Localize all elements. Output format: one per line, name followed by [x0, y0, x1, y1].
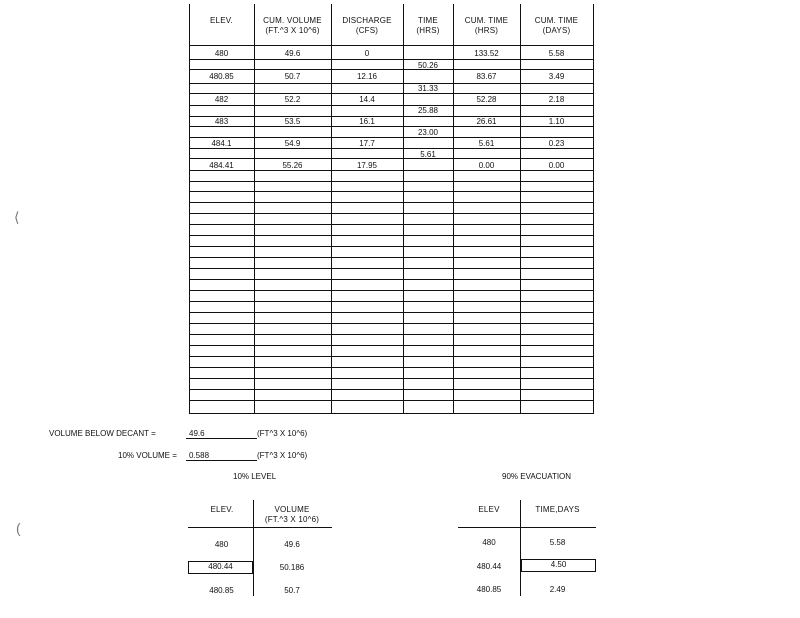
column-divider: [331, 4, 332, 414]
cell-cum-hrs: 5.61: [478, 139, 495, 148]
row-line: [189, 93, 593, 94]
cell-time: 25.88: [417, 106, 439, 115]
cell-discharge: 16.1: [359, 117, 375, 126]
volume-below-decant-unit: (FT^3 X 10^6): [257, 429, 308, 438]
header-cum-time-days: CUM. TIME (DAYS): [534, 16, 579, 35]
level-cell-volume: 49.6: [284, 540, 300, 549]
cell-days: 1.10: [548, 117, 565, 126]
evac-cell-days-highlighted: 4.50: [521, 559, 596, 572]
row-line: [189, 69, 593, 70]
cell-elev: 483: [214, 117, 229, 126]
cell-days: 0.23: [548, 139, 565, 148]
evac-header-elev: ELEV: [478, 505, 500, 514]
row-line: [189, 279, 593, 280]
row-line: [189, 105, 593, 106]
row-line: [189, 345, 593, 346]
level-header-divider: [188, 527, 332, 528]
row-line: [189, 224, 593, 225]
row-line: [189, 126, 593, 127]
evac-table-title: 90% EVACUATION: [502, 472, 572, 481]
header-time: TIME (HRS): [416, 16, 440, 35]
row-line: [189, 158, 593, 159]
cell-cum-hrs: 83.67: [476, 72, 497, 81]
evac-header-divider: [458, 527, 596, 528]
row-line: [189, 148, 593, 149]
ten-pct-volume-value: 0.588: [186, 451, 257, 461]
cell-elev: 484.41: [209, 161, 234, 170]
cell-cum-hrs: 52.28: [476, 95, 497, 104]
cell-discharge: 17.95: [356, 161, 378, 170]
ten-pct-volume-label: 10% VOLUME =: [118, 451, 177, 460]
cell-cum-hrs: 0.00: [478, 161, 495, 170]
margin-mark: (: [16, 520, 21, 536]
cell-time: 5.61: [420, 150, 436, 159]
table-border-right: [593, 4, 594, 414]
cell-volume: 50.7: [284, 72, 301, 81]
cell-elev: 480.85: [209, 72, 234, 81]
cell-discharge: 17.7: [359, 139, 375, 148]
evac-cell-days: 2.49: [549, 585, 566, 594]
evac-column-divider: [520, 500, 521, 596]
level-table-title: 10% LEVEL: [233, 472, 277, 481]
column-divider: [254, 4, 255, 414]
row-line: [189, 235, 593, 236]
row-line: [189, 257, 593, 258]
level-cell-volume: 50.186: [279, 563, 305, 572]
row-line: [189, 356, 593, 357]
header-cum-volume: CUM. VOLUME (FT.^3 X 10^6): [263, 16, 322, 35]
row-line: [189, 213, 593, 214]
level-cell-elev: 480.85: [209, 586, 234, 595]
cell-time: 23.00: [417, 128, 439, 137]
cell-cum-hrs: 133.52: [474, 49, 499, 58]
evac-cell-elev: 480: [482, 538, 496, 547]
row-line: [189, 246, 593, 247]
table-bottom: [189, 413, 593, 414]
column-divider: [453, 4, 454, 414]
cell-cum-hrs: 26.61: [476, 117, 497, 126]
row-line: [189, 312, 593, 313]
cell-discharge: 12.16: [356, 72, 378, 81]
cell-days: 0.00: [548, 161, 565, 170]
volume-below-decant-label: VOLUME BELOW DECANT =: [49, 429, 156, 438]
level-cell-elev: 480: [214, 540, 229, 549]
evac-header-days: TIME,DAYS: [535, 505, 580, 514]
cell-days: 2.18: [548, 95, 565, 104]
evac-cell-days: 5.58: [549, 538, 566, 547]
header-divider: [189, 45, 593, 46]
cell-discharge: 14.4: [359, 95, 375, 104]
column-divider: [520, 4, 521, 414]
level-header-volume: VOLUME (FT.^3 X 10^6): [264, 505, 320, 524]
row-line: [189, 59, 593, 60]
row-line: [189, 400, 593, 401]
level-cell-volume: 50.7: [284, 586, 300, 595]
cell-volume: 49.6: [284, 49, 301, 58]
cell-days: 3.49: [548, 72, 565, 81]
cell-volume: 53.5: [284, 117, 301, 126]
cell-volume: 52.2: [284, 95, 301, 104]
table-border-left: [189, 4, 190, 414]
evac-cell-elev: 480.44: [476, 562, 502, 571]
ten-pct-volume-unit: (FT^3 X 10^6): [257, 451, 308, 460]
margin-mark: ⟨: [14, 209, 20, 225]
row-line: [189, 290, 593, 291]
cell-volume: 54.9: [284, 139, 301, 148]
cell-elev: 484.1: [211, 139, 232, 148]
cell-discharge: 0: [364, 49, 370, 58]
level-header-elev: ELEV.: [210, 505, 234, 514]
header-discharge: DISCHARGE (CFS): [342, 16, 392, 35]
cell-elev: 482: [214, 95, 229, 104]
cell-time: 31.33: [417, 84, 439, 93]
row-line: [189, 389, 593, 390]
cell-elev: 480: [214, 49, 229, 58]
row-line: [189, 137, 593, 138]
row-line: [189, 202, 593, 203]
row-line: [189, 323, 593, 324]
row-line: [189, 83, 593, 84]
volume-below-decant-value: 49.6: [186, 429, 257, 439]
evac-cell-elev: 480.85: [476, 585, 502, 594]
header-cum-time-hrs: CUM. TIME (HRS): [464, 16, 509, 35]
row-line: [189, 301, 593, 302]
row-line: [189, 367, 593, 368]
cell-volume: 55.26: [282, 161, 303, 170]
row-line: [189, 170, 593, 171]
row-line: [189, 191, 593, 192]
row-line: [189, 378, 593, 379]
level-cell-elev-highlighted: 480.44: [188, 561, 253, 574]
row-line: [189, 268, 593, 269]
cell-days: 5.58: [548, 49, 565, 58]
row-line: [189, 181, 593, 182]
header-elev: ELEV.: [210, 16, 233, 25]
row-line: [189, 334, 593, 335]
cell-time: 50.26: [417, 61, 439, 70]
